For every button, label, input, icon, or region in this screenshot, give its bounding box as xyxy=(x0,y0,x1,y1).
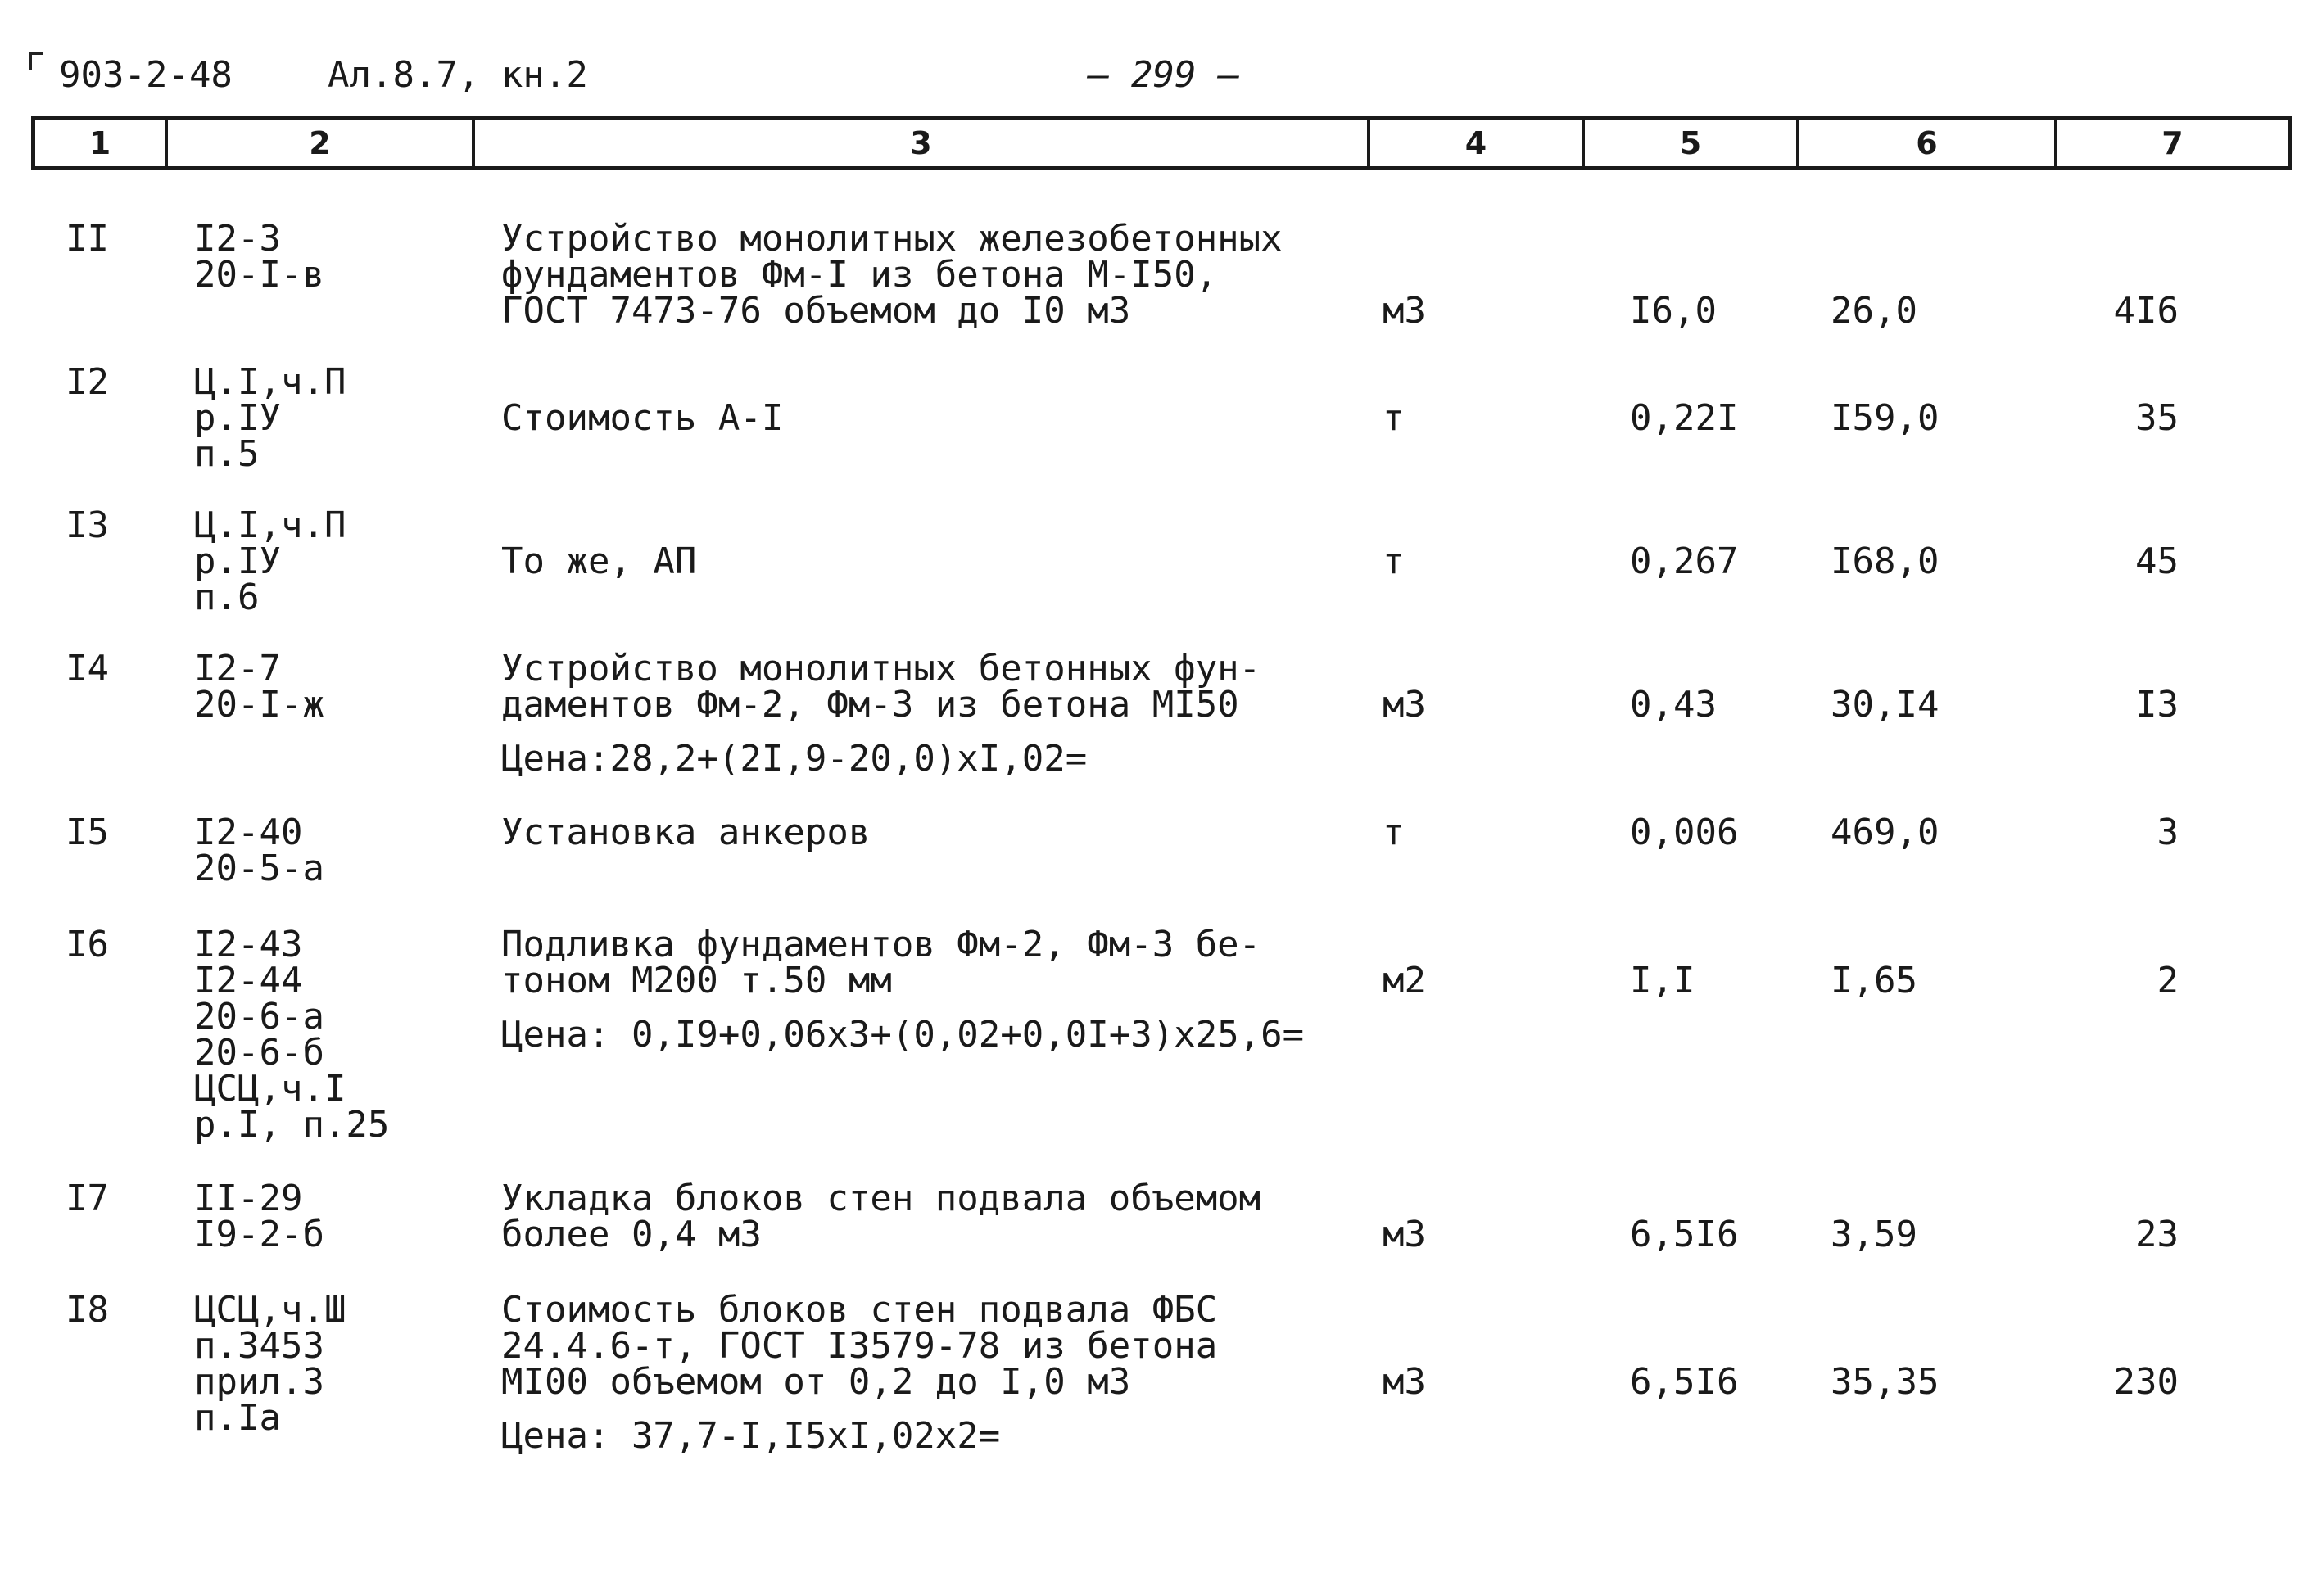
unit-price: I68,0 xyxy=(1831,540,1940,582)
norm-code: ЦСЦ,ч.Ш п.3453 прил.3 п.Iа xyxy=(194,1289,346,1439)
unit-price: I59,0 xyxy=(1831,397,1940,439)
unit: т xyxy=(1383,812,1405,853)
column-header: 3 xyxy=(475,120,1370,166)
column-header: 5 xyxy=(1585,120,1799,166)
work-description: Подливка фундаментов Фм-2, Фм-3 бе- тоном М200 т.50 мм xyxy=(501,924,1261,1001)
unit-price: 35,35 xyxy=(1831,1361,1940,1403)
column-header: 4 xyxy=(1370,120,1585,166)
quantity: 0,22I xyxy=(1630,397,1739,439)
unit: т xyxy=(1383,540,1405,582)
column-header: 7 xyxy=(2161,125,2184,161)
total-cost: 4I6 xyxy=(2113,290,2179,332)
quantity: 0,267 xyxy=(1630,540,1739,582)
unit: м3 xyxy=(1383,684,1426,726)
total-cost: 35 xyxy=(2135,397,2179,439)
quantity: I,I xyxy=(1630,960,1695,1001)
column-header: 1 xyxy=(35,120,168,166)
unit-price: 3,59 xyxy=(1831,1214,1917,1255)
norm-code: I2-40 20-5-а xyxy=(194,812,324,889)
price-formula: Цена: 37,7-I,I5хI,02х2= xyxy=(501,1415,1001,1457)
page-number: — 299 — xyxy=(1088,54,1240,96)
norm-code: Ц.I,ч.П р.IУ п.5 xyxy=(194,361,346,475)
norm-code: I2-3 20-I-в xyxy=(194,218,324,296)
price-formula: Цена: 0,I9+0,06х3+(0,02+0,0I+3)х25,6= xyxy=(501,1014,1305,1056)
unit: т xyxy=(1383,397,1405,439)
row-number: I8 xyxy=(66,1289,109,1331)
unit-price: 469,0 xyxy=(1831,812,1940,853)
unit: м3 xyxy=(1383,1361,1426,1403)
norm-code: II-29 I9-2-б xyxy=(194,1178,324,1255)
row-number: I5 xyxy=(66,812,109,853)
work-description: Устройство монолитных бетонных фун- даментов Фм-2, Фм-3 из бетона МI50 xyxy=(501,648,1261,726)
work-description: Стоимость А-I xyxy=(501,397,784,439)
work-description: Устройство монолитных железобетонных фундаментов Фм-I из бетона М-I50, ГОСТ 7473-76 объемом до I0 м3 xyxy=(501,218,1283,332)
price-formula: Цена:28,2+(2I,9-20,0)хI,02= xyxy=(501,738,1088,780)
column-header-row xyxy=(31,116,2292,170)
norm-code: I2-43 I2-44 20-6-а 20-6-б ЦСЦ,ч.I р.I, п.25 xyxy=(194,924,390,1146)
total-cost: 2 xyxy=(2157,960,2179,1001)
quantity: 0,006 xyxy=(1630,812,1739,853)
row-number: I7 xyxy=(66,1178,109,1219)
work-description: Установка анкеров xyxy=(501,812,871,853)
quantity: I6,0 xyxy=(1630,290,1717,332)
row-number: I4 xyxy=(66,648,109,689)
quantity: 0,43 xyxy=(1630,684,1717,726)
unit-price: I,65 xyxy=(1831,960,1917,1001)
column-header: 2 xyxy=(168,120,475,166)
quantity: 6,5I6 xyxy=(1630,1361,1739,1403)
total-cost: 230 xyxy=(2113,1361,2179,1403)
quantity: 6,5I6 xyxy=(1630,1214,1739,1255)
row-number: I3 xyxy=(66,504,109,546)
norm-code: I2-7 20-I-ж xyxy=(194,648,324,726)
work-description: То же, АП xyxy=(501,540,697,582)
row-number: I2 xyxy=(66,361,109,403)
corner-mark xyxy=(29,52,43,70)
row-number: II xyxy=(66,218,109,260)
album-reference: Ал.8.7, кн.2 xyxy=(328,54,588,96)
total-cost: 45 xyxy=(2135,540,2179,582)
unit: м3 xyxy=(1383,290,1426,332)
row-number: I6 xyxy=(66,924,109,965)
work-description: Стоимость блоков стен подвала ФБС 24.4.6-т, ГОСТ I3579-78 из бетона МI00 объемом от 0,2 до I,0 м3 xyxy=(501,1289,1218,1403)
column-header: 6 xyxy=(1799,120,2057,166)
total-cost: 3 xyxy=(2157,812,2179,853)
norm-code: Ц.I,ч.П р.IУ п.6 xyxy=(194,504,346,618)
unit: м3 xyxy=(1383,1214,1426,1255)
total-cost: 23 xyxy=(2135,1214,2179,1255)
document-code: 903-2-48 xyxy=(59,54,233,96)
total-cost: I3 xyxy=(2135,684,2179,726)
unit-price: 30,I4 xyxy=(1831,684,1940,726)
work-description: Укладка блоков стен подвала объемом более 0,4 м3 xyxy=(501,1178,1261,1255)
unit: м2 xyxy=(1383,960,1426,1001)
unit-price: 26,0 xyxy=(1831,290,1917,332)
